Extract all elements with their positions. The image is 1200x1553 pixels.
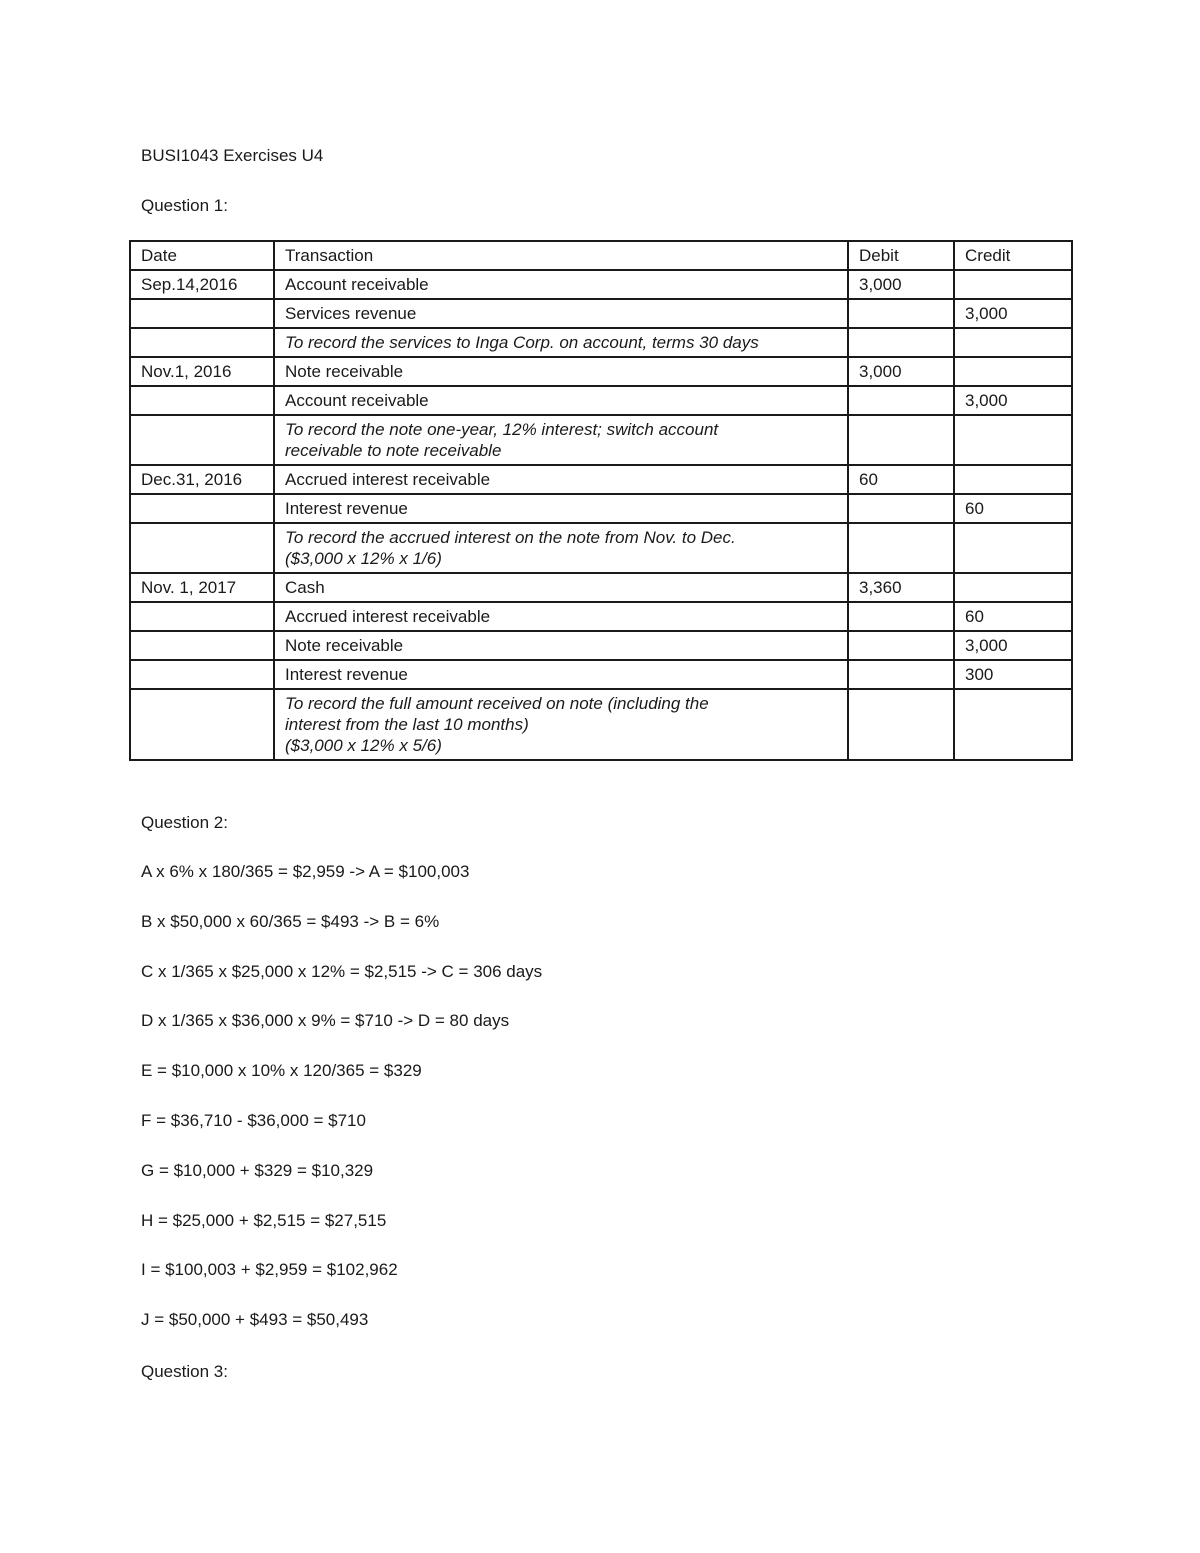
row-transaction: Account receivable — [274, 386, 848, 415]
row-transaction: Account receivable — [274, 270, 848, 299]
row-date: Nov. 1, 2017 — [130, 573, 274, 602]
equation-line: G = $10,000 + $329 = $10,329 — [141, 1160, 374, 1180]
equation-line: C x 1/365 x $25,000 x 12% = $2,515 -> C = 306 days — [141, 961, 543, 981]
header-date: Date — [130, 241, 274, 270]
row-credit: 3,000 — [954, 299, 1072, 328]
table-row — [130, 523, 1072, 573]
header-credit: Credit — [954, 241, 1072, 270]
table-row — [130, 494, 1072, 523]
equation-line: B x $50,000 x 60/365 = $493 -> B = 6% — [141, 911, 440, 931]
table-row — [130, 602, 1072, 631]
equation-list — [141, 862, 542, 1360]
row-date: Nov.1, 2016 — [130, 357, 274, 386]
row-debit: 3,000 — [848, 270, 954, 299]
row-explanation — [274, 689, 848, 760]
row-transaction: Interest revenue — [274, 660, 848, 689]
row-credit: 3,000 — [954, 631, 1072, 660]
table-row — [130, 465, 1072, 494]
explanation-line: receivable to note receivable — [285, 441, 502, 460]
row-transaction: Accrued interest receivable — [274, 602, 848, 631]
equation-line: A x 6% x 180/365 = $2,959 -> A = $100,003 — [141, 862, 470, 881]
question-2-heading: Question 2: — [141, 813, 228, 832]
row-transaction: Accrued interest receivable — [274, 465, 848, 494]
row-debit — [848, 660, 954, 689]
row-credit — [954, 270, 1072, 299]
row-date — [130, 523, 274, 573]
row-date — [130, 631, 274, 660]
table-header-row — [130, 241, 1072, 270]
explanation-line: To record the note one-year, 12% interest; switch account — [285, 420, 719, 439]
row-credit: 3,000 — [954, 386, 1072, 415]
explanation-line: interest from the last 10 months) — [285, 715, 529, 734]
table-row — [130, 357, 1072, 386]
row-debit: 3,360 — [848, 573, 954, 602]
row-transaction: Services revenue — [274, 299, 848, 328]
row-date — [130, 660, 274, 689]
table-row — [130, 660, 1072, 689]
question-1-heading: Question 1: — [141, 196, 228, 215]
row-date — [130, 602, 274, 631]
row-date: Dec.31, 2016 — [130, 465, 274, 494]
question-3-heading: Question 3: — [141, 1362, 228, 1381]
row-credit — [954, 523, 1072, 573]
row-credit: 60 — [954, 602, 1072, 631]
explanation-line: ($3,000 x 12% x 5/6) — [285, 736, 442, 755]
document-title: BUSI1043 Exercises U4 — [141, 146, 324, 165]
row-debit — [848, 602, 954, 631]
table-row — [130, 299, 1072, 328]
row-date — [130, 299, 274, 328]
header-transaction: Transaction — [274, 241, 848, 270]
row-debit — [848, 415, 954, 465]
row-transaction: Cash — [274, 573, 848, 602]
row-debit — [848, 328, 954, 357]
equation-line: H = $25,000 + $2,515 = $27,515 — [141, 1210, 387, 1230]
equation-line: F = $36,710 - $36,000 = $710 — [141, 1110, 366, 1130]
row-debit — [848, 631, 954, 660]
row-credit — [954, 573, 1072, 602]
row-credit — [954, 357, 1072, 386]
equation-line: J = $50,000 + $493 = $50,493 — [141, 1310, 369, 1330]
equation-line: E = $10,000 x 10% x 120/365 = $329 — [141, 1061, 422, 1081]
row-date: Sep.14,2016 — [130, 270, 274, 299]
row-date — [130, 494, 274, 523]
row-debit — [848, 386, 954, 415]
row-transaction: Note receivable — [274, 357, 848, 386]
row-date — [130, 386, 274, 415]
table-row — [130, 270, 1072, 299]
row-debit: 60 — [848, 465, 954, 494]
row-credit: 300 — [954, 660, 1072, 689]
table-row — [130, 689, 1072, 760]
header-debit: Debit — [848, 241, 954, 270]
row-credit — [954, 415, 1072, 465]
row-transaction: Interest revenue — [274, 494, 848, 523]
row-explanation: To record the services to Inga Corp. on account, terms 30 days — [274, 328, 848, 357]
table-row — [130, 415, 1072, 465]
explanation-line: ($3,000 x 12% x 1/6) — [285, 549, 442, 568]
row-date — [130, 689, 274, 760]
journal-entries-table — [129, 240, 1073, 761]
table-row — [130, 573, 1072, 602]
row-credit — [954, 328, 1072, 357]
table-row — [130, 386, 1072, 415]
explanation-line: To record the full amount received on note (including the — [285, 694, 709, 713]
row-credit: 60 — [954, 494, 1072, 523]
row-debit — [848, 523, 954, 573]
table-row — [130, 631, 1072, 660]
row-debit — [848, 494, 954, 523]
row-debit — [848, 299, 954, 328]
row-credit — [954, 689, 1072, 760]
row-date — [130, 415, 274, 465]
equation-line: D x 1/365 x $36,000 x 9% = $710 -> D = 80 days — [141, 1011, 510, 1031]
table-row — [130, 328, 1072, 357]
row-debit: 3,000 — [848, 357, 954, 386]
row-explanation — [274, 523, 848, 573]
row-transaction: Note receivable — [274, 631, 848, 660]
equation-line: I = $100,003 + $2,959 = $102,962 — [141, 1260, 398, 1280]
row-explanation — [274, 415, 848, 465]
row-date — [130, 328, 274, 357]
row-debit — [848, 689, 954, 760]
explanation-line: To record the accrued interest on the note from Nov. to Dec. — [285, 528, 736, 547]
row-credit — [954, 465, 1072, 494]
